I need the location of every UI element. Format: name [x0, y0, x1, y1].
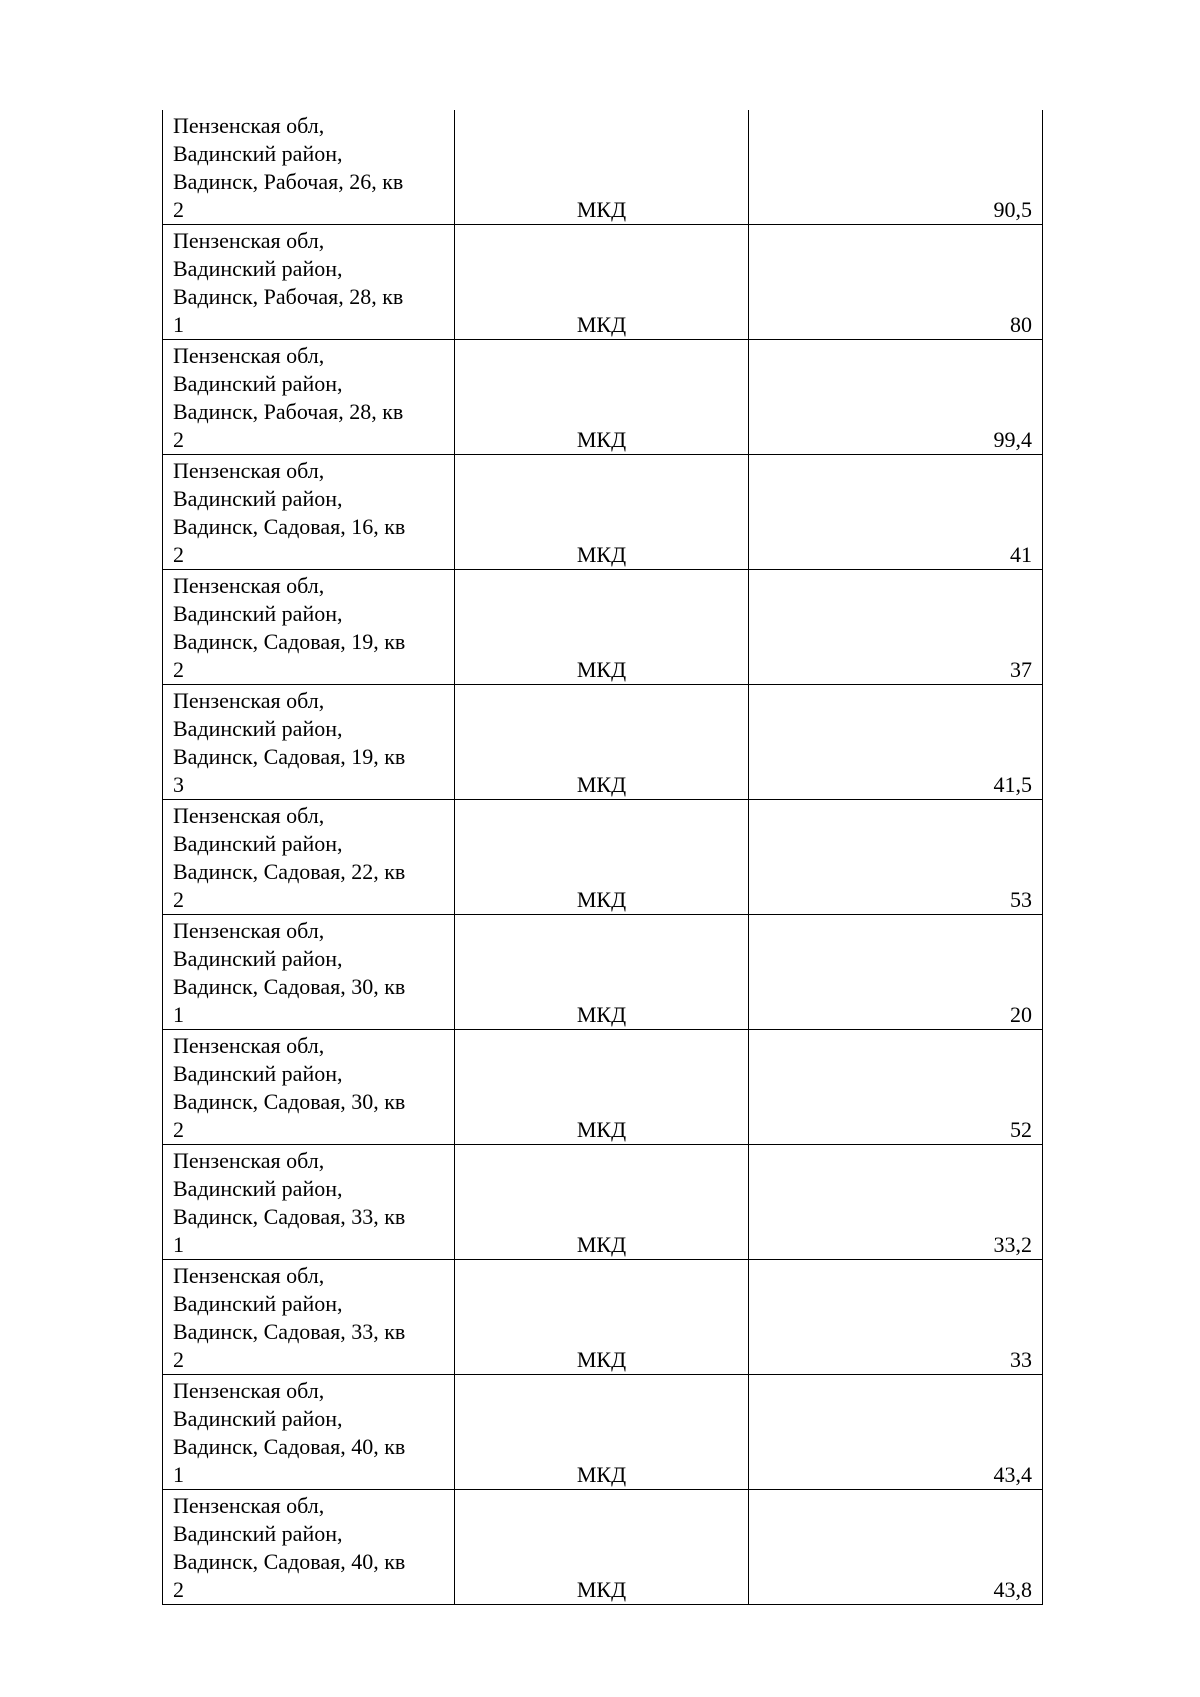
address-cell: Пензенская обл, Вадинский район, Вадинск, Садовая, 30, кв 2 [163, 1030, 455, 1145]
area-cell: 52 [749, 1030, 1043, 1145]
address-cell: Пензенская обл, Вадинский район, Вадинск, Садовая, 33, кв 2 [163, 1260, 455, 1375]
type-cell: МКД [455, 455, 749, 570]
area-cell: 33,2 [749, 1145, 1043, 1260]
area-cell: 41,5 [749, 685, 1043, 800]
area-cell: 80 [749, 225, 1043, 340]
table-row [163, 1260, 1043, 1375]
property-table-body [163, 110, 1043, 1605]
address-cell: Пензенская обл, Вадинский район, Вадинск, Садовая, 16, кв 2 [163, 455, 455, 570]
address-cell: Пензенская обл, Вадинский район, Вадинск, Рабочая, 28, кв 2 [163, 340, 455, 455]
type-cell: МКД [455, 685, 749, 800]
type-cell: МКД [455, 1490, 749, 1605]
area-cell: 90,5 [749, 110, 1043, 225]
table-row [163, 1375, 1043, 1490]
address-cell: Пензенская обл, Вадинский район, Вадинск, Садовая, 22, кв 2 [163, 800, 455, 915]
area-cell: 53 [749, 800, 1043, 915]
type-cell: МКД [455, 1145, 749, 1260]
type-cell: МКД [455, 340, 749, 455]
property-table [162, 110, 1043, 1605]
type-cell: МКД [455, 1375, 749, 1490]
area-cell: 41 [749, 455, 1043, 570]
address-cell: Пензенская обл, Вадинский район, Вадинск, Садовая, 40, кв 1 [163, 1375, 455, 1490]
type-cell: МКД [455, 1260, 749, 1375]
area-cell: 99,4 [749, 340, 1043, 455]
area-cell: 33 [749, 1260, 1043, 1375]
table-row [163, 1145, 1043, 1260]
table-row [163, 340, 1043, 455]
area-cell: 20 [749, 915, 1043, 1030]
address-cell: Пензенская обл, Вадинский район, Вадинск, Садовая, 19, кв 3 [163, 685, 455, 800]
table-row [163, 1490, 1043, 1605]
area-cell: 43,8 [749, 1490, 1043, 1605]
address-cell: Пензенская обл, Вадинский район, Вадинск, Садовая, 33, кв 1 [163, 1145, 455, 1260]
table-row [163, 800, 1043, 915]
table-row [163, 225, 1043, 340]
table-row [163, 570, 1043, 685]
address-cell: Пензенская обл, Вадинский район, Вадинск, Садовая, 40, кв 2 [163, 1490, 455, 1605]
table-row [163, 110, 1043, 225]
table-row [163, 1030, 1043, 1145]
table-row [163, 915, 1043, 1030]
type-cell: МКД [455, 915, 749, 1030]
table-row [163, 455, 1043, 570]
address-cell: Пензенская обл, Вадинский район, Вадинск, Садовая, 30, кв 1 [163, 915, 455, 1030]
address-cell: Пензенская обл, Вадинский район, Вадинск, Садовая, 19, кв 2 [163, 570, 455, 685]
type-cell: МКД [455, 110, 749, 225]
area-cell: 43,4 [749, 1375, 1043, 1490]
type-cell: МКД [455, 225, 749, 340]
type-cell: МКД [455, 570, 749, 685]
type-cell: МКД [455, 800, 749, 915]
area-cell: 37 [749, 570, 1043, 685]
table-row [163, 685, 1043, 800]
type-cell: МКД [455, 1030, 749, 1145]
address-cell: Пензенская обл, Вадинский район, Вадинск, Рабочая, 26, кв 2 [163, 110, 455, 225]
address-cell: Пензенская обл, Вадинский район, Вадинск, Рабочая, 28, кв 1 [163, 225, 455, 340]
